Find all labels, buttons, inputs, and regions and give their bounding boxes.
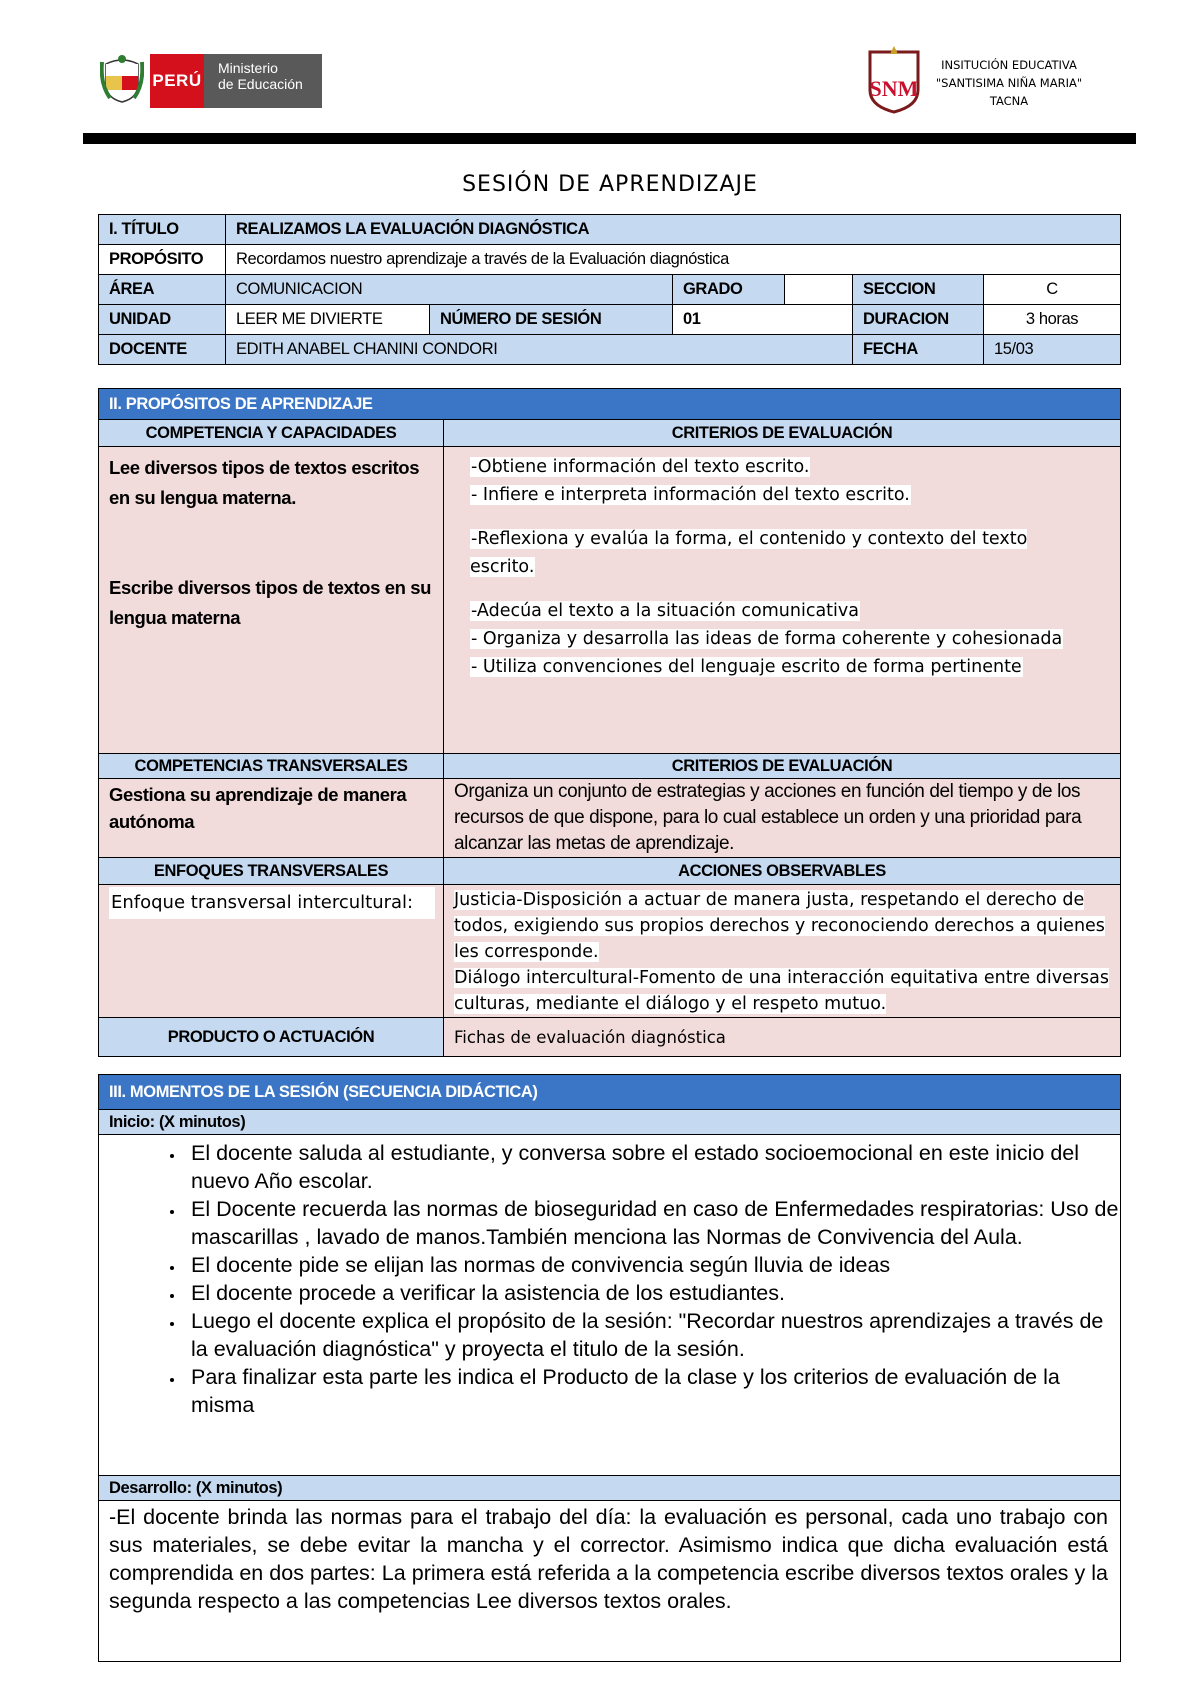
ministerio-line-2: de Educación bbox=[218, 76, 303, 92]
proposito-value: Recordamos nuestro aprendizaje a través de la Evaluación diagnóstica bbox=[226, 245, 1121, 275]
transversales-criterios-header: CRITERIOS DE EVALUACIÓN bbox=[444, 754, 1121, 779]
inicio-item-6: • Para finalizar esta parte les indica el Producto de la clase y los criterios de evaluación de la misma bbox=[185, 1363, 1120, 1419]
competencia-escribe: Escribe diversos tipos de textos en su lengua materna bbox=[109, 577, 432, 628]
desarrollo-label: Desarrollo: (X minutos) bbox=[99, 1476, 1121, 1501]
criterios-header: CRITERIOS DE EVALUACIÓN bbox=[444, 420, 1121, 447]
school-line-2: "SANTISIMA NIÑA MARIA" bbox=[935, 76, 1083, 90]
producto-label: PRODUCTO O ACTUACIÓN bbox=[99, 1018, 444, 1057]
propositos-table bbox=[98, 388, 1121, 1057]
docente-value: EDITH ANABEL CHANINI CONDORI bbox=[226, 335, 853, 365]
acciones-dialogo: Diálogo intercultural-Fomento de una interacción equitativa entre diversas culturas, mediante el diálogo y el respeto mutuo. bbox=[454, 968, 1109, 1014]
momentos-table bbox=[98, 1074, 1121, 1662]
competencias-cell bbox=[99, 447, 444, 754]
general-data-table bbox=[98, 214, 1121, 365]
school-line-3: TACNA bbox=[989, 94, 1029, 108]
area-value: COMUNICACION bbox=[226, 275, 673, 305]
inicio-item-2: • El Docente recuerda las normas de bioseguridad en caso de Enfermedades respiratorias: Uso de mascarillas , lavado de manos.También menciona las Normas de Convivencia del Aula. bbox=[185, 1195, 1120, 1251]
enfoque-cell bbox=[99, 885, 444, 1018]
transversal-competencia: Gestiona su aprendizaje de manera autónoma bbox=[99, 779, 444, 858]
ministerio-logo bbox=[100, 54, 322, 108]
school-shield-icon bbox=[868, 46, 920, 114]
num-sesion-label: NÚMERO DE SESIÓN bbox=[430, 305, 673, 335]
seccion-value: C bbox=[984, 275, 1121, 305]
school-logo-text: SNM bbox=[869, 76, 919, 101]
inicio-label: Inicio: (X minutos) bbox=[99, 1110, 1121, 1135]
inicio-item-1: • El docente saluda al estudiante, y conversa sobre el estado socioemocional en este inicio del nuevo Año escolar. bbox=[185, 1139, 1120, 1195]
inicio-item-3: • El docente pide se elijan las normas de convivencia según lluvia de ideas bbox=[185, 1251, 1120, 1279]
fecha-label: FECHA bbox=[853, 335, 984, 365]
peru-coat-of-arms-icon bbox=[100, 54, 144, 104]
titulo-label: I. TÍTULO bbox=[99, 215, 226, 245]
document-title: SESIÓN DE APRENDIZAJE bbox=[462, 172, 758, 197]
peru-label: PERÚ bbox=[150, 54, 204, 108]
criterio-6: - Utiliza convenciones del lenguaje escrito de forma pertinente bbox=[471, 657, 1022, 677]
criterio-1: -Obtiene información del texto escrito. bbox=[471, 457, 810, 477]
num-sesion-value: 01 bbox=[673, 305, 853, 335]
propositos-section-title: II. PROPÓSITOS DE APRENDIZAJE bbox=[99, 389, 1121, 420]
ministerio-label bbox=[204, 54, 322, 108]
titulo-value: REALIZAMOS LA EVALUACIÓN DIAGNÓSTICA bbox=[226, 215, 1121, 245]
momentos-section-title: III. MOMENTOS DE LA SESIÓN (SECUENCIA DIDÁCTICA) bbox=[99, 1075, 1121, 1110]
criterio-5: - Organiza y desarrolla las ideas de forma coherente y cohesionada bbox=[471, 629, 1063, 649]
area-label: ÁREA bbox=[99, 275, 226, 305]
competencia-lee: Lee diversos tipos de textos escritos en su lengua materna. bbox=[109, 457, 420, 508]
docente-label: DOCENTE bbox=[99, 335, 226, 365]
transversales-header: COMPETENCIAS TRANSVERSALES bbox=[99, 754, 444, 779]
competencia-header: COMPETENCIA Y CAPACIDADES bbox=[99, 420, 444, 447]
duracion-label: DURACION bbox=[853, 305, 984, 335]
fecha-value: 15/03 bbox=[984, 335, 1121, 365]
unidad-value: LEER ME DIVIERTE bbox=[226, 305, 430, 335]
enfoques-header: ENFOQUES TRANSVERSALES bbox=[99, 858, 444, 885]
acciones-justicia: Justicia-Disposición a actuar de manera justa, respetando el derecho de todos, exigiendo sus propios derechos y reconociendo derechos a quienes les corresponde. bbox=[454, 890, 1105, 962]
producto-value: Fichas de evaluación diagnóstica bbox=[444, 1018, 1121, 1057]
ministerio-line-1: Ministerio bbox=[218, 60, 278, 76]
acciones-header: ACCIONES OBSERVABLES bbox=[444, 858, 1121, 885]
grado-label: GRADO bbox=[673, 275, 785, 305]
criterio-2: - Infiere e interpreta información del texto escrito. bbox=[471, 485, 910, 505]
criterio-3: -Reflexiona y evalúa la forma, el contenido y contexto del texto escrito. bbox=[470, 529, 1028, 577]
school-line-1: INSITUCIÓN EDUCATIVA bbox=[941, 58, 1077, 72]
header-divider bbox=[83, 133, 1136, 144]
desarrollo-text: -El docente brinda las normas para el trabajo del día: la evaluación es personal, cada uno trabajo con sus materiales, se debe evitar la mancha y el corrector. Asimismo indica que dicha evaluación está comprendida en dos partes: La primera está referida a la competencia escribe diversos textos orales y la segunda respecto a las competencias Lee diversos textos orales. bbox=[99, 1501, 1121, 1662]
criterio-4: -Adecúa el texto a la situación comunicativa bbox=[471, 601, 859, 621]
school-name bbox=[924, 56, 1094, 110]
inicio-list bbox=[99, 1139, 1120, 1419]
acciones-cell bbox=[444, 885, 1121, 1018]
duracion-value: 3 horas bbox=[984, 305, 1121, 335]
inicio-item-5: • Luego el docente explica el propósito de la sesión: "Recordar nuestros aprendizajes a través de la evaluación diagnóstica" y proyecta el titulo de la sesión. bbox=[185, 1307, 1120, 1363]
seccion-label: SECCION bbox=[853, 275, 984, 305]
unidad-label: UNIDAD bbox=[99, 305, 226, 335]
proposito-label: PROPÓSITO bbox=[99, 245, 226, 275]
transversal-criterio: Organiza un conjunto de estrategias y acciones en función del tiempo y de los recursos de que dispone, para lo cual establece un orden y una prioridad para alcanzar las metas de aprendizaje. bbox=[444, 779, 1121, 858]
grado-value bbox=[785, 275, 853, 305]
enfoque-text: Enfoque transversal intercultural: bbox=[109, 887, 435, 919]
inicio-cell bbox=[99, 1135, 1121, 1476]
inicio-item-4: • El docente procede a verificar la asistencia de los estudiantes. bbox=[185, 1279, 1120, 1307]
criterios-cell bbox=[444, 447, 1121, 754]
